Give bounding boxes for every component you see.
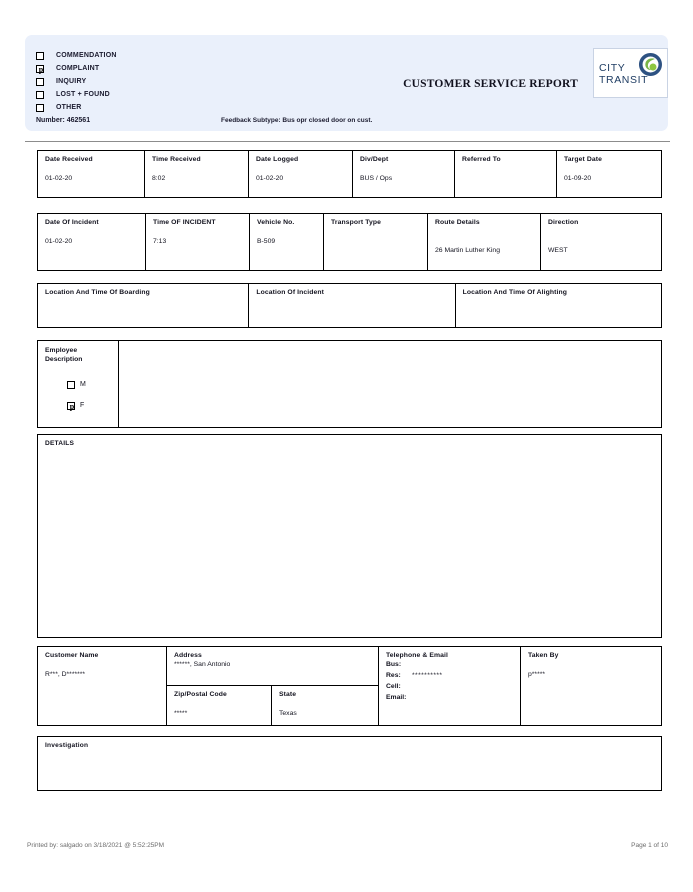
label-transport-type: Transport Type bbox=[331, 219, 381, 226]
cell-target-date bbox=[556, 151, 661, 197]
checkbox-employee-male[interactable] bbox=[67, 381, 75, 389]
cell-address-group bbox=[166, 647, 378, 725]
label-phone-res: Res: bbox=[386, 672, 401, 679]
checkbox-row-other[interactable] bbox=[36, 101, 117, 114]
value-vehicle-no: B-509 bbox=[257, 238, 276, 245]
cell-employee-description-body bbox=[118, 341, 661, 427]
report-header-band bbox=[25, 35, 668, 131]
checkbox-commendation[interactable] bbox=[36, 52, 44, 60]
cell-time-received bbox=[144, 151, 248, 197]
phone-row-bus bbox=[386, 661, 520, 672]
cell-taken-by bbox=[520, 647, 661, 725]
checkbox-row-lost-found[interactable] bbox=[36, 88, 117, 101]
cell-location-alighting bbox=[455, 284, 661, 327]
checkbox-employee-female[interactable] bbox=[67, 402, 75, 410]
cell-state bbox=[271, 686, 378, 725]
cell-telephone-email bbox=[378, 647, 520, 725]
value-date-logged: 01-02-20 bbox=[256, 175, 284, 182]
employee-sex-checklist bbox=[67, 377, 118, 413]
logo-line-city: CITY bbox=[599, 62, 626, 74]
cell-customer-name bbox=[38, 647, 166, 725]
cell-location-boarding bbox=[38, 284, 248, 327]
cell-address bbox=[167, 647, 378, 685]
value-route-details: 26 Martin Luther King bbox=[435, 247, 500, 254]
checkbox-row-employee-male[interactable] bbox=[67, 377, 118, 392]
label-location-incident: Location Of Incident bbox=[256, 289, 325, 296]
customer-info-table bbox=[37, 646, 662, 726]
checkbox-other[interactable] bbox=[36, 104, 44, 112]
details-box bbox=[37, 434, 662, 638]
header-divider-rule bbox=[25, 141, 670, 142]
label-phone-email: Email: bbox=[386, 694, 407, 701]
label-investigation: Investigation bbox=[45, 742, 89, 749]
footer-page-number: Page 1 of 10 bbox=[631, 842, 668, 849]
label-time-of-incident: Time OF INCIDENT bbox=[153, 219, 216, 226]
checkbox-row-inquiry[interactable] bbox=[36, 75, 117, 88]
checkbox-inquiry[interactable] bbox=[36, 78, 44, 86]
checkbox-lost-found[interactable] bbox=[36, 91, 44, 99]
label-time-received: Time Received bbox=[152, 156, 201, 163]
cell-transport-type bbox=[323, 214, 427, 270]
label-employee-line2: Description bbox=[45, 356, 83, 363]
logo-line-transit: TRANSIT bbox=[599, 73, 649, 86]
zip-state-row bbox=[167, 685, 378, 725]
label-date-of-incident: Date Of Incident bbox=[45, 219, 99, 226]
value-target-date: 01-09-20 bbox=[564, 175, 592, 182]
cell-direction bbox=[540, 214, 661, 270]
label-employee-line1: Employee bbox=[45, 347, 78, 354]
cell-div-dept bbox=[352, 151, 454, 197]
value-phone-res: ********** bbox=[412, 672, 443, 679]
value-customer-name: R***, D******* bbox=[45, 671, 86, 678]
checkbox-row-commendation[interactable] bbox=[36, 49, 117, 62]
cell-investigation bbox=[38, 737, 661, 790]
investigation-box bbox=[37, 736, 662, 791]
cell-employee-description bbox=[38, 341, 118, 427]
label-phone-cell: Cell: bbox=[386, 683, 401, 690]
label-details: DETAILS bbox=[45, 440, 75, 447]
cell-date-of-incident bbox=[38, 214, 145, 270]
checkbox-label-lost-found: LOST + FOUND bbox=[56, 91, 110, 98]
checkbox-row-complaint[interactable] bbox=[36, 62, 117, 75]
logo-wordmark bbox=[599, 63, 648, 86]
telephone-email-list bbox=[386, 661, 520, 705]
label-customer-name: Customer Name bbox=[45, 652, 99, 659]
value-div-dept: BUS / Ops bbox=[360, 175, 393, 182]
label-div-dept: Div/Dept bbox=[360, 156, 389, 163]
cell-location-incident bbox=[248, 284, 454, 327]
feedback-type-checklist bbox=[36, 49, 117, 114]
value-date-received: 01-02-20 bbox=[45, 175, 73, 182]
feedback-subtype: Feedback Subtype: Bus opr closed door on cust. bbox=[221, 117, 373, 124]
address-row bbox=[167, 647, 378, 685]
checkbox-label-commendation: COMMENDATION bbox=[56, 52, 117, 59]
report-number: Number: 462561 bbox=[36, 117, 91, 124]
label-date-logged: Date Logged bbox=[256, 156, 299, 163]
label-referred-to: Referred To bbox=[462, 156, 501, 163]
received-info-table bbox=[37, 150, 662, 198]
checkbox-label-employee-female: F bbox=[80, 402, 85, 409]
checkbox-label-other: OTHER bbox=[56, 104, 82, 111]
checkbox-label-inquiry: INQUIRY bbox=[56, 78, 87, 85]
label-address: Address bbox=[174, 652, 202, 659]
label-date-received: Date Received bbox=[45, 156, 93, 163]
city-transit-logo bbox=[593, 48, 668, 98]
cell-time-of-incident bbox=[145, 214, 249, 270]
checkbox-complaint[interactable] bbox=[36, 65, 44, 73]
label-telephone-email: Telephone & Email bbox=[386, 652, 449, 659]
label-target-date: Target Date bbox=[564, 156, 602, 163]
cell-details bbox=[38, 435, 661, 637]
cell-zip-postal-code bbox=[167, 686, 271, 725]
label-phone-bus: Bus: bbox=[386, 661, 402, 668]
label-direction: Direction bbox=[548, 219, 579, 226]
label-zip-postal-code: Zip/Postal Code bbox=[174, 690, 227, 698]
cell-vehicle-no bbox=[249, 214, 323, 270]
label-location-boarding: Location And Time Of Boarding bbox=[45, 289, 150, 296]
cell-date-received bbox=[38, 151, 144, 197]
label-location-alighting: Location And Time Of Alighting bbox=[462, 289, 567, 296]
value-date-of-incident: 01-02-20 bbox=[45, 238, 73, 245]
value-direction: WEST bbox=[548, 247, 568, 254]
cell-referred-to bbox=[454, 151, 556, 197]
value-state: Texas bbox=[279, 709, 297, 717]
incident-info-table bbox=[37, 213, 662, 271]
checkbox-label-complaint: COMPLAINT bbox=[56, 65, 100, 72]
employee-description-table bbox=[37, 340, 662, 428]
checkbox-label-employee-male: M bbox=[80, 381, 86, 388]
footer-printed-by: Printed by: salgado on 3/18/2021 @ 5:52:25PM bbox=[27, 842, 165, 849]
checkbox-row-employee-female[interactable] bbox=[67, 398, 118, 413]
label-taken-by: Taken By bbox=[528, 652, 559, 659]
label-route-details: Route Details bbox=[435, 219, 480, 226]
label-state: State bbox=[279, 690, 297, 698]
cell-route-details bbox=[427, 214, 540, 270]
value-zip-postal-code: ***** bbox=[174, 709, 188, 717]
value-time-received: 8:02 bbox=[152, 175, 166, 182]
phone-row-email bbox=[386, 694, 520, 705]
label-employee-description bbox=[45, 346, 118, 364]
phone-row-res bbox=[386, 672, 520, 683]
phone-row-cell bbox=[386, 683, 520, 694]
cell-date-logged bbox=[248, 151, 352, 197]
value-time-of-incident: 7:13 bbox=[153, 238, 167, 245]
location-info-table bbox=[37, 283, 662, 328]
value-taken-by: p***** bbox=[528, 671, 546, 678]
label-vehicle-no: Vehicle No. bbox=[257, 219, 295, 226]
value-address: ******, San Antonio bbox=[174, 661, 231, 668]
page-title: CUSTOMER SERVICE REPORT bbox=[403, 78, 578, 90]
